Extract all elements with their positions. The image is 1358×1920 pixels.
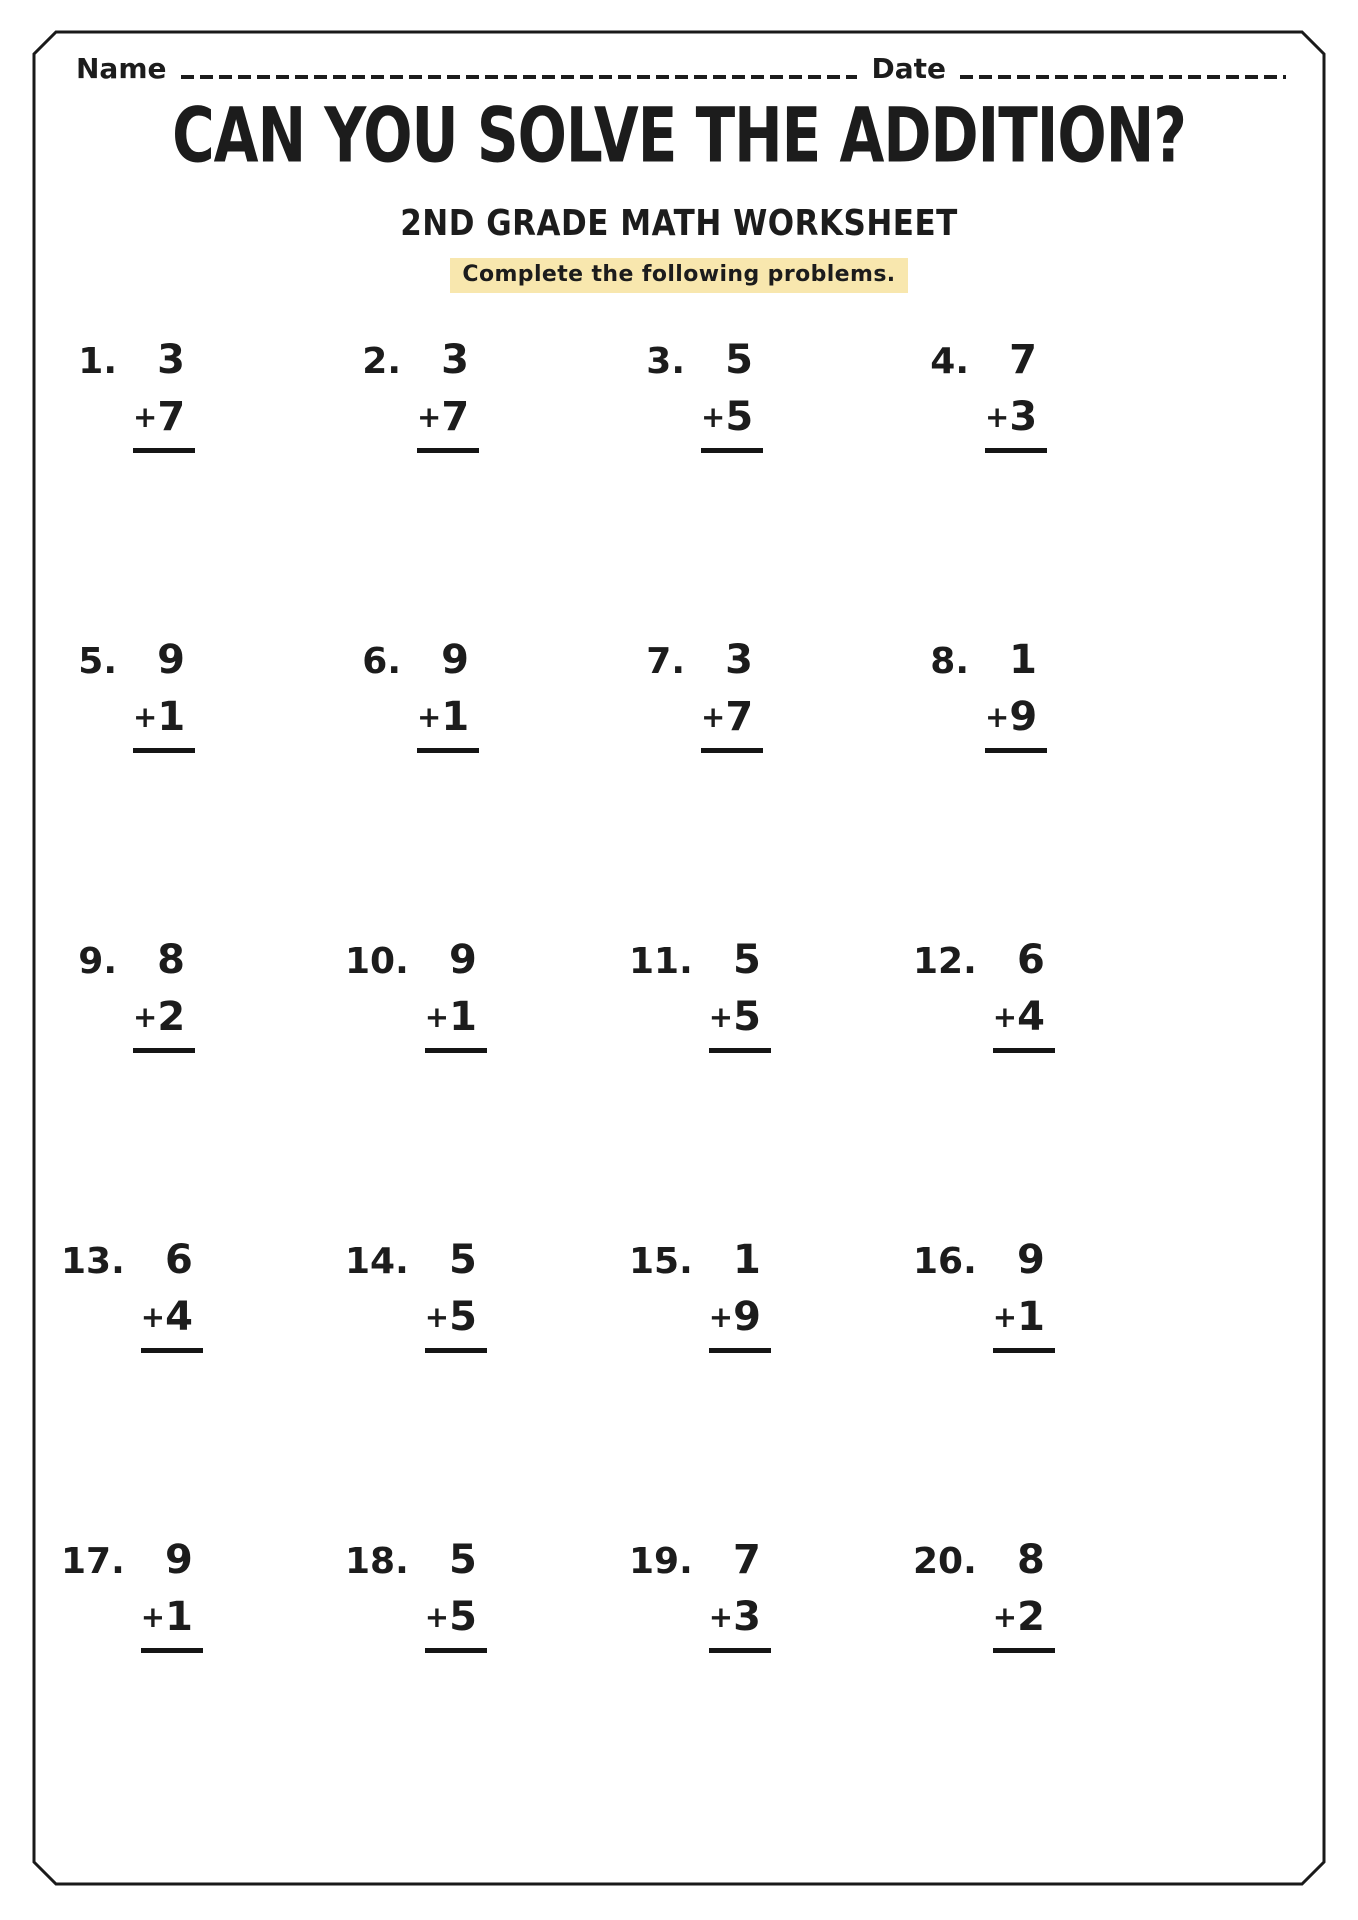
bottom-addend: 5	[449, 1594, 477, 1640]
answer-space[interactable]	[993, 1353, 1055, 1423]
bottom-addend-row	[133, 694, 195, 740]
plus-icon: +	[133, 999, 158, 1034]
plus-icon: +	[708, 1599, 734, 1634]
addition-problem	[47, 337, 331, 640]
addition-problem	[615, 937, 899, 1240]
addition-stack	[417, 637, 479, 823]
bottom-addend: 7	[725, 694, 754, 740]
instruction-text: Complete the following problems.	[450, 258, 907, 293]
problem-number: 5.	[78, 641, 117, 682]
top-addend: 6	[164, 1237, 193, 1283]
bottom-addend-row	[992, 1594, 1055, 1640]
addition-problem	[615, 637, 899, 940]
problem-number: 6.	[362, 641, 401, 682]
bottom-addend-row	[140, 1294, 203, 1340]
top-addend: 9	[157, 637, 185, 683]
instruction-row	[0, 258, 1358, 293]
answer-space[interactable]	[425, 1053, 487, 1123]
problem-number: 9.	[78, 941, 117, 982]
bottom-addend: 7	[157, 394, 186, 440]
addition-problem	[47, 1537, 331, 1840]
plus-icon: +	[417, 399, 442, 434]
addition-problem	[47, 1237, 331, 1540]
bottom-addend-row	[140, 1594, 203, 1640]
plus-icon: +	[133, 399, 158, 434]
addition-stack	[417, 337, 479, 523]
answer-space[interactable]	[709, 1053, 771, 1123]
plus-icon: +	[708, 1299, 734, 1334]
top-addend: 7	[732, 1537, 761, 1583]
bottom-addend-row	[424, 1594, 487, 1640]
addition-stack	[708, 937, 771, 1123]
bottom-addend-row	[992, 1294, 1055, 1340]
addition-stack	[985, 337, 1047, 523]
bottom-addend-row	[708, 1294, 771, 1340]
plus-icon: +	[701, 399, 726, 434]
problem-number: 15.	[629, 1241, 693, 1282]
top-addend: 3	[441, 337, 469, 383]
date-blank-line[interactable]	[960, 75, 1286, 79]
addition-problem	[899, 937, 1183, 1240]
answer-space[interactable]	[425, 1653, 487, 1723]
addition-stack	[424, 1237, 487, 1423]
addition-problem	[331, 1237, 615, 1540]
bottom-addend-row	[133, 994, 195, 1040]
problem-number: 18.	[345, 1541, 409, 1582]
answer-space[interactable]	[425, 1353, 487, 1423]
addition-stack	[708, 1237, 771, 1423]
addition-stack	[133, 337, 195, 523]
addition-stack	[140, 1537, 203, 1723]
bottom-addend-row	[708, 1594, 771, 1640]
addition-stack	[708, 1537, 771, 1723]
bottom-addend: 1	[157, 694, 186, 740]
top-addend: 1	[1009, 637, 1037, 683]
bottom-addend-row	[133, 394, 195, 440]
plus-icon: +	[985, 399, 1010, 434]
answer-space[interactable]	[133, 453, 195, 523]
bottom-addend-row	[417, 394, 479, 440]
plus-icon: +	[140, 1599, 166, 1634]
top-addend: 8	[1016, 1537, 1045, 1583]
date-label: Date	[871, 52, 946, 85]
problems-grid	[47, 337, 1183, 1840]
top-addend: 5	[725, 337, 753, 383]
top-addend: 3	[157, 337, 185, 383]
addition-problem	[899, 637, 1183, 940]
bottom-addend: 4	[165, 1294, 193, 1340]
bottom-addend: 1	[165, 1594, 193, 1640]
addition-stack	[424, 1537, 487, 1723]
top-addend: 9	[448, 937, 477, 983]
addition-stack	[992, 1237, 1055, 1423]
problem-number: 17.	[61, 1541, 125, 1582]
bottom-addend-row	[701, 694, 763, 740]
problem-number: 19.	[629, 1541, 693, 1582]
problem-number: 3.	[646, 341, 685, 382]
problem-number: 4.	[930, 341, 969, 382]
worksheet-title: CAN YOU SOLVE THE ADDITION?	[172, 91, 1186, 180]
answer-space[interactable]	[701, 753, 763, 823]
plus-icon: +	[992, 999, 1018, 1034]
answer-space[interactable]	[141, 1353, 203, 1423]
addition-stack	[140, 1237, 203, 1423]
bottom-addend: 3	[1009, 394, 1038, 440]
top-addend: 8	[157, 937, 185, 983]
plus-icon: +	[140, 1299, 166, 1334]
plus-icon: +	[424, 1599, 450, 1634]
addition-problem	[899, 1237, 1183, 1540]
answer-space[interactable]	[701, 453, 763, 523]
bottom-addend-row	[708, 994, 771, 1040]
addition-stack	[992, 1537, 1055, 1723]
bottom-addend-row	[701, 394, 763, 440]
top-addend: 6	[1016, 937, 1045, 983]
top-addend: 1	[732, 1237, 761, 1283]
bottom-addend: 4	[1017, 994, 1045, 1040]
name-label: Name	[76, 52, 167, 85]
bottom-addend-row	[424, 1294, 487, 1340]
worksheet-subtitle: 2ND GRADE MATH WORKSHEET	[400, 202, 958, 244]
plus-icon: +	[708, 999, 734, 1034]
plus-icon: +	[133, 699, 158, 734]
top-addend: 3	[725, 637, 753, 683]
bottom-addend-row	[424, 994, 487, 1040]
addition-problem	[615, 1537, 899, 1840]
problem-number: 11.	[629, 941, 693, 982]
answer-space[interactable]	[985, 753, 1047, 823]
addition-problem	[331, 637, 615, 940]
plus-icon: +	[992, 1299, 1018, 1334]
addition-stack	[701, 637, 763, 823]
answer-space[interactable]	[141, 1653, 203, 1723]
addition-problem	[615, 337, 899, 640]
bottom-addend-row	[985, 694, 1047, 740]
bottom-addend-row	[417, 694, 479, 740]
addition-problem	[47, 937, 331, 1240]
name-blank-line[interactable]	[181, 75, 858, 79]
answer-space[interactable]	[417, 753, 479, 823]
addition-stack	[133, 637, 195, 823]
problem-number: 14.	[345, 1241, 409, 1282]
top-addend: 5	[448, 1537, 477, 1583]
top-addend: 9	[164, 1537, 193, 1583]
problem-number: 10.	[345, 941, 409, 982]
problem-number: 12.	[913, 941, 977, 982]
answer-space[interactable]	[993, 1053, 1055, 1123]
top-addend: 7	[1009, 337, 1037, 383]
answer-space[interactable]	[417, 453, 479, 523]
bottom-addend-row	[985, 394, 1047, 440]
bottom-addend: 2	[1017, 1594, 1045, 1640]
addition-stack	[424, 937, 487, 1123]
problem-number: 13.	[61, 1241, 125, 1282]
problem-number: 8.	[930, 641, 969, 682]
bottom-addend: 1	[1017, 1294, 1045, 1340]
bottom-addend: 9	[1009, 694, 1038, 740]
addition-problem	[899, 1537, 1183, 1840]
top-addend: 9	[1016, 1237, 1045, 1283]
problem-number: 2.	[362, 341, 401, 382]
problem-number: 1.	[78, 341, 117, 382]
plus-icon: +	[424, 999, 450, 1034]
bottom-addend: 2	[157, 994, 186, 1040]
addition-problem	[899, 337, 1183, 640]
bottom-addend-row	[992, 994, 1055, 1040]
answer-space[interactable]	[709, 1353, 771, 1423]
addition-stack	[133, 937, 195, 1123]
problem-number: 16.	[913, 1241, 977, 1282]
addition-problem	[47, 637, 331, 940]
bottom-addend: 1	[441, 694, 470, 740]
plus-icon: +	[424, 1299, 450, 1334]
plus-icon: +	[701, 699, 726, 734]
addition-problem	[615, 1237, 899, 1540]
answer-space[interactable]	[985, 453, 1047, 523]
top-addend: 5	[732, 937, 761, 983]
addition-stack	[992, 937, 1055, 1123]
problem-number: 20.	[913, 1541, 977, 1582]
bottom-addend: 7	[441, 394, 470, 440]
top-addend: 5	[448, 1237, 477, 1283]
top-addend: 9	[441, 637, 469, 683]
bottom-addend: 5	[449, 1294, 477, 1340]
addition-problem	[331, 1537, 615, 1840]
addition-problem	[331, 337, 615, 640]
plus-icon: +	[992, 1599, 1018, 1634]
bottom-addend: 5	[725, 394, 754, 440]
name-date-row	[76, 54, 1286, 85]
answer-space[interactable]	[993, 1653, 1055, 1723]
addition-stack	[701, 337, 763, 523]
plus-icon: +	[417, 699, 442, 734]
answer-space[interactable]	[709, 1653, 771, 1723]
addition-stack	[985, 637, 1047, 823]
bottom-addend: 1	[449, 994, 477, 1040]
answer-space[interactable]	[133, 753, 195, 823]
bottom-addend: 9	[733, 1294, 761, 1340]
plus-icon: +	[985, 699, 1010, 734]
bottom-addend: 3	[733, 1594, 761, 1640]
bottom-addend: 5	[733, 994, 761, 1040]
problem-number: 7.	[646, 641, 685, 682]
answer-space[interactable]	[133, 1053, 195, 1123]
addition-problem	[331, 937, 615, 1240]
